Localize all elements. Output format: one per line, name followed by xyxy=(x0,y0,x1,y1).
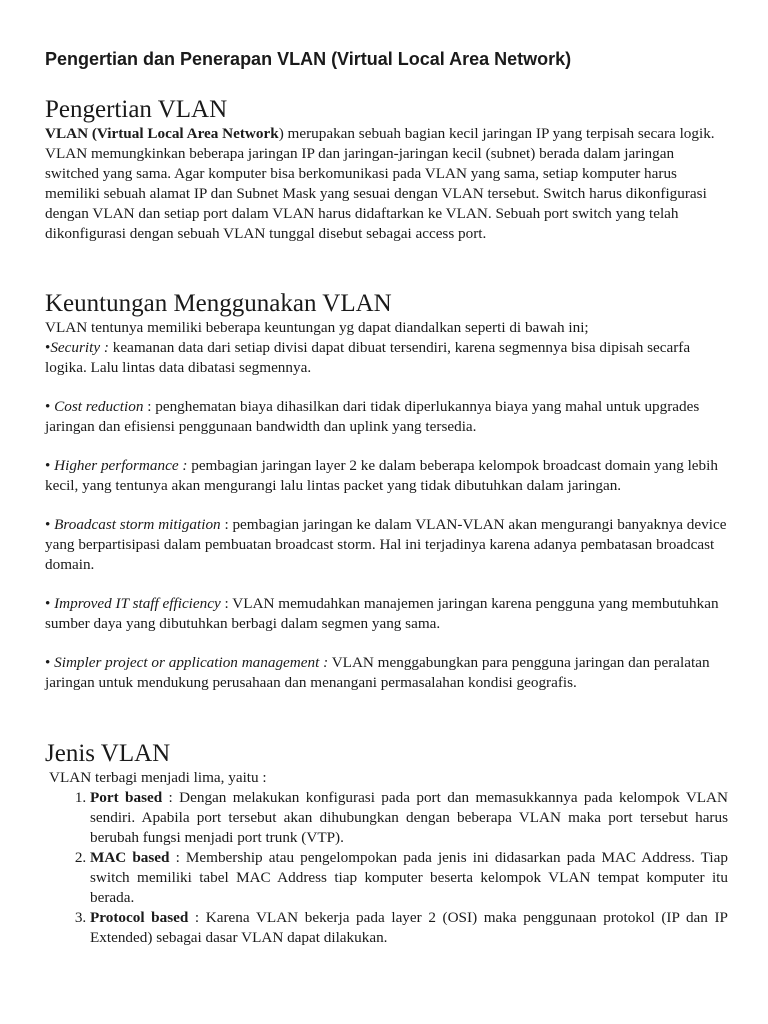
section-heading-pengertian: Pengertian VLAN xyxy=(45,96,228,123)
list-item xyxy=(90,848,728,908)
benefit-term: Simpler project or application management : xyxy=(54,654,329,671)
section-intro-keuntungan: VLAN tentunya memiliki beberapa keuntungan yg dapat diandalkan seperti di bawah ini; xyxy=(45,319,589,336)
list-item xyxy=(90,908,728,948)
bullet: • xyxy=(45,457,55,474)
bullet: • xyxy=(45,339,51,356)
list-item-text: : Karena VLAN bekerja pada layer 2 (OSI) maka penggunaan protokol (IP dan IP Extended) sebagai dasar VLAN dapat dilakukan. xyxy=(90,909,728,946)
benefit-item xyxy=(45,515,728,575)
list-item-term: MAC based xyxy=(90,849,170,866)
benefit-item xyxy=(45,338,728,378)
list-item xyxy=(90,788,728,848)
section-intro-jenis: VLAN terbagi menjadi lima, yaitu : xyxy=(49,769,267,786)
benefit-term: Cost reduction xyxy=(54,398,144,415)
list-item-text: : Dengan melakukan konfigurasi pada port dan memasukkannya pada kelompok VLAN sendiri. Apabila port tersebut akan dihubungkan dengan beberapa VLAN maka port tersebut harus berubah fungsi menjadi port trunk (VTP). xyxy=(90,789,728,846)
benefit-text: : pembagian jaringan ke dalam VLAN-VLAN akan mengurangi banyaknya device yang berpartisipasi dalam pembuatan broadcast storm. Hal ini terjadinya karena adanya pembatasan broadcast domain. xyxy=(45,516,727,573)
section-heading-keuntungan: Keuntungan Menggunakan VLAN xyxy=(45,290,392,317)
benefit-item xyxy=(45,397,728,437)
benefit-text: keamanan data dari setiap divisi dapat dibuat tersendiri, karena segmennya bisa dipisah secarfa logika. Lalu lintas data dibatasi segmennya. xyxy=(45,339,691,376)
bold-lead: VLAN (Virtual Local Area Network xyxy=(45,125,279,142)
section-keuntungan xyxy=(45,290,728,693)
benefit-text: VLAN menggabungkan para pengguna jaringan dan peralatan jaringan untuk mendukung perusahaan dan menangani permasalahan kondisi geografis. xyxy=(45,654,710,691)
section-heading-jenis: Jenis VLAN xyxy=(45,740,171,767)
list-item-term: Protocol based xyxy=(90,909,189,926)
benefit-term: Security : xyxy=(50,339,109,356)
document-title: Pengertian dan Penerapan VLAN (Virtual Local Area Network) xyxy=(45,49,572,69)
benefit-term: Broadcast storm mitigation xyxy=(54,516,221,533)
vlan-type-list xyxy=(45,788,728,948)
benefit-text: : VLAN memudahkan manajemen jaringan karena pengguna yang membutuhkan sumber daya yang dibutuhkan berbagi dalam segmen yang sama. xyxy=(45,595,719,632)
list-item-term: Port based xyxy=(90,789,163,806)
list-item-text: : Membership atau pengelompokan pada jenis ini didasarkan pada MAC Address. Tiap switch memiliki tabel MAC Address tiap komputer beserta kelompok VLAN tempat komputer itu berada. xyxy=(90,849,728,906)
benefit-item xyxy=(45,653,728,693)
benefit-text: pembagian jaringan layer 2 ke dalam beberapa kelompok broadcast domain yang lebih kecil, yang tentunya akan mengurangi lalu lintas packet yang tidak dibutuhkan dalam jaringan. xyxy=(45,457,718,494)
benefit-term: Improved IT staff efficiency xyxy=(54,595,221,612)
bullet: • xyxy=(45,516,55,533)
paragraph-text: ) merupakan sebuah bagian kecil jaringan IP yang terpisah secara logik. VLAN memungkinkan beberapa jaringan IP dan jaringan-jaringan kecil (subnet) berada dalam jaringan switched yang sama. Agar komputer bisa berkomunikasi pada VLAN yang sama, setiap komputer harus memiliki sebuah alamat IP dan Subnet Mask yang sesuai dengan VLAN tersebut. Switch harus dikonfigurasi dengan VLAN dan setiap port dalam VLAN harus didaftarkan ke VLAN. Sebuah port switch yang telah dikonfigurasi dengan sebuah VLAN tunggal disebut sebagai access port. xyxy=(45,125,715,242)
benefit-item xyxy=(45,456,728,496)
benefit-item xyxy=(45,594,728,634)
benefit-term: Higher performance : xyxy=(54,457,188,474)
section-pengertian xyxy=(45,96,728,244)
section-jenis xyxy=(45,740,728,948)
bullet: • xyxy=(45,398,55,415)
section-paragraph-pengertian xyxy=(45,124,728,244)
bullet: • xyxy=(45,595,55,612)
benefit-text: : penghematan biaya dihasilkan dari tidak diperlukannya biaya yang mahal untuk upgrades jaringan dan efisiensi penggunaan bandwidth dan uplink yang tersedia. xyxy=(45,398,700,435)
bullet: • xyxy=(45,654,55,671)
